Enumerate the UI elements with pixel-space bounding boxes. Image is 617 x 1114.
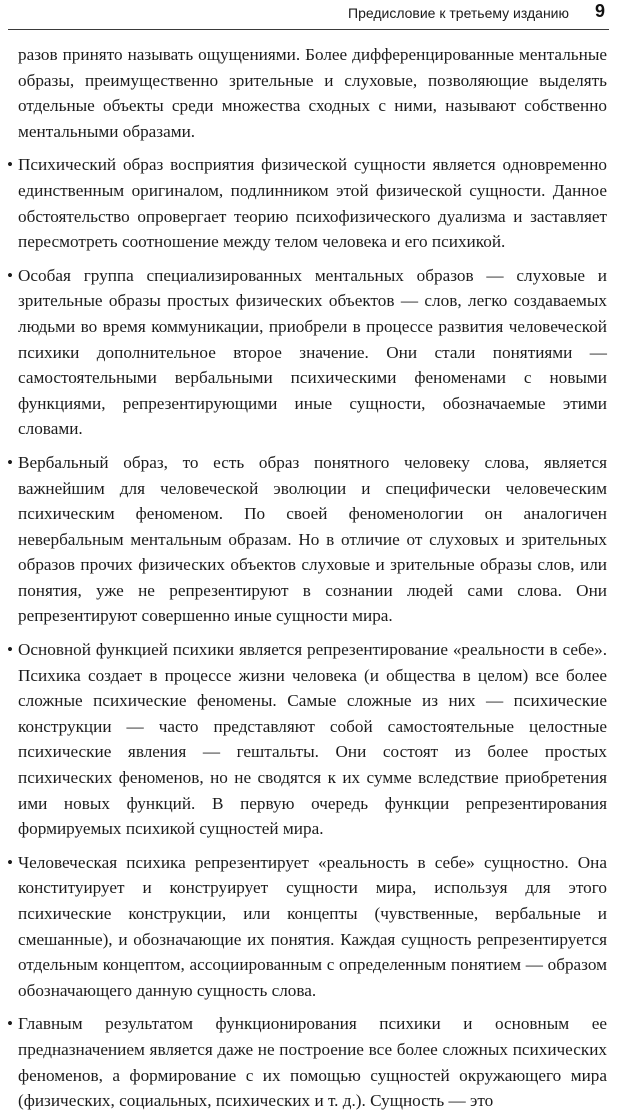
intro-paragraph: разов принято называть ощущениями. Более дифференцированные ментальные образы, преимущественно зрительные и слуховые, позволяющие выделять отдельные объекты среди множества сходных с ними, называют собственно ментальными образами. [18,45,607,141]
bullet-text: Основной функцией психики является репрезентирование «реальности в себе». Психика создает в процессе жизни человека (и общества в целом) все более сложные психические феномены. Самые сложные из них — психические конструкции — часто представляют собой самостоятельные целостные психические явления — гештальты. Они состоят из более простых психических феноменов, но не сводятся к их сумме вследствие приобретения ими новых функций. В первую очередь функции репрезентирования формируемых психикой сущностей мира. [18,640,607,839]
bullet-item [8,637,607,842]
bullet-icon: • [7,1014,14,1034]
page-body [8,42,607,1114]
running-header [0,0,617,30]
bullet-text: Особая группа специализированных ментальных образов — слуховые и зрительные образы простых физических объектов — слов, легко создаваемых людьми во время коммуникации, приобрели в процессе развития человеческой психики дополнительное второе значение. Они стали понятиями — самостоятельными вербальными психическими феноменами с новыми функциями, репрезентирующими иные сущности, обозначаемые этими словами. [18,265,607,439]
bullet-icon: • [7,265,14,285]
bullet-icon: • [7,640,14,660]
bullet-text: Человеческая психика репрезентирует «реальность в себе» сущностно. Она конституирует и конструирует сущности мира, используя для этого психические конструкции, или концепты (чувственные, вербальные и смешанные), и обозначающие их понятия. Каждая сущность репрезентируется отдельным концептом, ассоциированным с определенным понятием — образом обозначающего данную сущность слова. [18,852,607,1000]
bullet-item [8,152,607,254]
running-title: Предисловие к третьему изданию [348,5,569,21]
bullet-item [8,850,607,1004]
bullet-text: Психический образ восприятия физической сущности является одновременно единственным оригиналом, подлинником этой физической сущности. Данное обстоятельство опровергает теорию психофизического дуализма и заставляет пересмотреть соотношение между телом человека и его психикой. [18,155,607,252]
bullet-icon: • [7,155,14,175]
page-number: 9 [594,1,605,21]
header-rule [8,29,609,30]
bullet-icon: • [7,452,14,472]
bullet-item [8,263,607,442]
bullet-item [8,450,607,629]
bullet-text: Главным результатом функционирования психики и основным ее предназначением является даже не построение все более сложных психических феноменов, а формирование с их помощью сущностей окружающего мира (физических, социальных, психических и т. д.). Сущность — это [18,1014,607,1111]
bullet-icon: • [7,852,14,872]
bullet-item [8,1011,607,1113]
bullet-text: Вербальный образ, то есть образ понятного человеку слова, является важнейшим для человеческой эволюции и специфически человеческим психическим феноменом. По своей феноменологии он аналогичен невербальным ментальным образам. Но в отличие от слуховых и зрительных образов прочих физических объектов слуховые и зрительные образы слов, или понятия, уже не репрезентируют в сознании людей сами слова. Они репрезентируют совершенно иные сущности мира. [18,452,607,626]
